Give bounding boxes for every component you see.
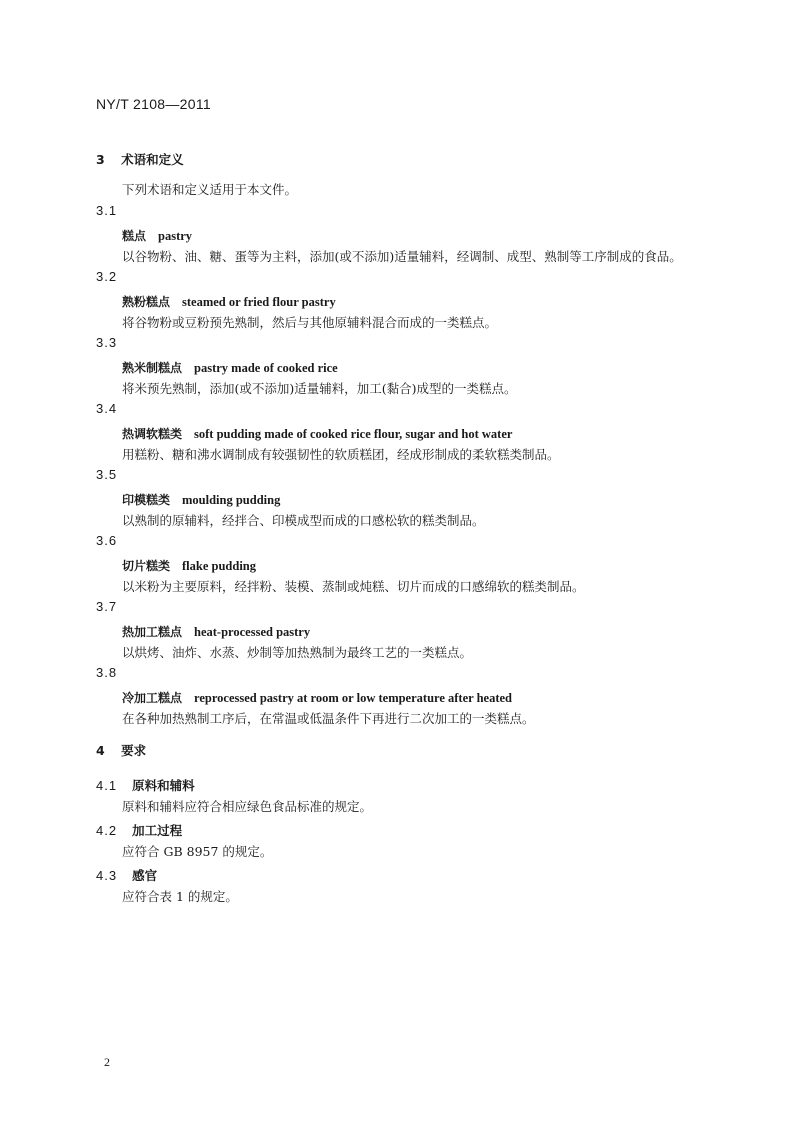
- term-definition: 以熟制的原辅料，经拌合、印模成型而成的口感松软的糕类制品。: [122, 513, 485, 528]
- term-heading: [122, 621, 310, 640]
- term-en: soft pudding made of cooked rice flour, sugar and hot water: [194, 427, 513, 441]
- term-number: 3.1: [96, 203, 118, 218]
- term-definition: 以烘烤、油炸、水蒸、炒制等加热熟制为最终工艺的一类糕点。: [122, 645, 473, 660]
- term-en: heat-processed pastry: [194, 625, 311, 639]
- term-number: 3.8: [96, 665, 118, 680]
- section-4-heading: [96, 741, 146, 759]
- term-definition: 将谷物粉或豆粉预先熟制，然后与其他原辅料混合而成的一类糕点。: [122, 315, 498, 330]
- section-4-title: 要求: [121, 743, 147, 758]
- term-zh: 印模糕类: [122, 493, 171, 507]
- subsection-title: 原料和辅料: [132, 778, 195, 793]
- standard-number: NY/T 2108—2011: [96, 96, 211, 112]
- term-number: 3.5: [96, 467, 118, 482]
- term-heading: [122, 489, 280, 508]
- subsection-title: 感官: [132, 868, 158, 883]
- subsection-number: 4.1: [96, 778, 118, 793]
- page-number: 2: [104, 1055, 110, 1069]
- section-3-heading: [96, 150, 184, 168]
- section-4-number: 4: [96, 743, 105, 758]
- term-heading: [122, 357, 338, 376]
- term-en: reprocessed pastry at room or low temperature after heated: [194, 691, 512, 705]
- subsection-number: 4.3: [96, 868, 118, 883]
- term-definition: 在各种加热熟制工序后，在常温或低温条件下再进行二次加工的一类糕点。: [122, 711, 535, 726]
- subsection-heading: [96, 775, 195, 794]
- term-definition: 将米预先熟制，添加(或不添加)适量辅料，加工(黏合)成型的一类糕点。: [122, 381, 517, 396]
- subsection-heading: [96, 820, 182, 839]
- subsection-heading: [96, 865, 157, 884]
- subsection-text: 应符合表 1 的规定。: [122, 889, 238, 904]
- subsection-text: 原料和辅料应符合相应绿色食品标准的规定。: [122, 799, 373, 814]
- section-3-title: 术语和定义: [121, 152, 184, 167]
- term-en: steamed or fried flour pastry: [182, 295, 336, 309]
- term-zh: 熟粉糕点: [122, 295, 171, 309]
- term-zh: 热调软糕类: [122, 427, 183, 441]
- term-heading: [122, 555, 256, 574]
- term-heading: [122, 423, 512, 442]
- term-zh: 热加工糕点: [122, 625, 183, 639]
- term-heading: [122, 225, 192, 244]
- term-definition: 以米粉为主要原料，经拌粉、装模、蒸制或炖糕、切片而成的口感绵软的糕类制品。: [122, 579, 585, 594]
- term-zh: 糕点: [122, 229, 147, 243]
- term-number: 3.2: [96, 269, 118, 284]
- term-zh: 冷加工糕点: [122, 691, 183, 705]
- term-number: 3.6: [96, 533, 118, 548]
- subsection-title: 加工过程: [132, 823, 183, 838]
- section-3-intro: 下列术语和定义适用于本文件。: [122, 182, 298, 197]
- term-definition: 以谷物粉、油、糖、蛋等为主料，添加(或不添加)适量辅料，经调制、成型、熟制等工序制成的食品。: [122, 249, 682, 264]
- term-en: pastry made of cooked rice: [194, 361, 338, 375]
- term-number: 3.3: [96, 335, 118, 350]
- subsection-number: 4.2: [96, 823, 118, 838]
- term-definition: 用糕粉、糖和沸水调制成有较强韧性的软质糕团，经成形制成的柔软糕类制品。: [122, 447, 560, 462]
- term-zh: 切片糕类: [122, 559, 171, 573]
- term-en: moulding pudding: [182, 493, 281, 507]
- term-heading: [122, 291, 336, 310]
- term-en: pastry: [158, 229, 193, 243]
- term-number: 3.7: [96, 599, 118, 614]
- subsection-text: 应符合 GB 8957 的规定。: [122, 844, 273, 859]
- term-en: flake pudding: [182, 559, 257, 573]
- section-3-number: 3: [96, 152, 105, 167]
- term-zh: 熟米制糕点: [122, 361, 183, 375]
- term-number: 3.4: [96, 401, 118, 416]
- term-heading: [122, 687, 512, 706]
